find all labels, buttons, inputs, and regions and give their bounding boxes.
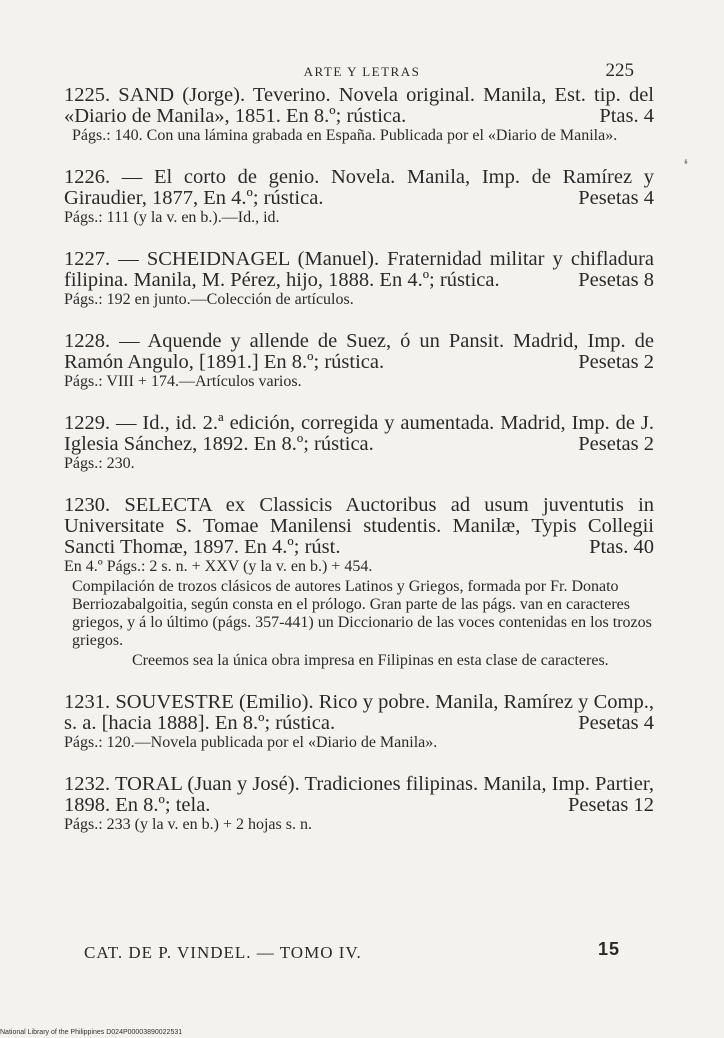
entry-number: 1230. <box>64 494 111 516</box>
entry-note: Págs.: 140. Con una lámina grabada en España. Publicada por el «Diario de Manila». <box>72 127 618 144</box>
signature-mark: 15 <box>597 939 620 959</box>
entry-text: — El corto de genio. Novela. Manila, Imp. de Ramírez y Giraudier, 1877, En 4.º; rústica. <box>64 166 654 209</box>
entry-number: 1228. <box>64 330 111 352</box>
catalog-entry <box>64 413 654 473</box>
running-head <box>60 60 664 84</box>
catalog-entry <box>64 331 654 391</box>
entry-number: 1229. <box>64 412 111 434</box>
catalog-entry <box>64 774 654 834</box>
entry-note: Págs.: 111 (y la v. en b.).—Id., id. <box>64 209 280 226</box>
entry-text: — Aquende y allende de Suez, ó un Pansit. Madrid, Imp. de Ramón Angulo, [1891.] En 8.º; rústica. <box>64 330 654 373</box>
entry-number: 1232. <box>64 773 111 795</box>
entry-note-description: Compilación de trozos clásicos de autores Latinos y Griegos, formada por Fr. Donato Berriozabalgoitia, según consta en el prólogo. Gran parte de las págs. van en caracteres griegos, y á lo último (págs. 357-441) un Diccionario de las voces contenidas en los trozos griegos. <box>72 578 652 649</box>
entry-number: 1225. <box>64 84 111 106</box>
entry-price: Pesetas 12 <box>568 794 654 816</box>
entry-note-remark: Creemos sea la única obra impresa en Filipinas en esta clase de caracteres. <box>132 652 609 669</box>
entry-text: SAND (Jorge). Teverino. Novela original. Manila, Est. tip. del «Diario de Manila», 1851. En 8.º; rústica. <box>64 84 654 127</box>
entry-text: — Id., id. 2.ª edición, corregida y aumentada. Madrid, Imp. de J. Iglesia Sánchez, 1892. En 8.º; rústica. <box>64 412 654 455</box>
entry-price: Pesetas 4 <box>578 187 654 209</box>
catalog-entry <box>64 85 654 145</box>
entry-note: En 4.º Págs.: 2 s. n. + XXV (y la v. en b.) + 454. <box>64 558 373 575</box>
footer-catalog-line: CAT. DE P. VINDEL. — TOMO IV. <box>84 943 362 962</box>
catalog-entry <box>64 167 654 227</box>
running-head-title: ARTE Y LETRAS <box>303 64 421 79</box>
catalog-entry <box>64 495 654 670</box>
entry-price: Ptas. 40 <box>589 536 654 558</box>
entry-note: Págs.: 120.—Novela publicada por el «Diario de Manila». <box>64 734 438 751</box>
entry-price: Pesetas 2 <box>578 433 654 455</box>
entry-note: Págs.: 192 en junto.—Colección de artículos. <box>64 291 354 308</box>
library-credit: National Library of the Philippines D024P00003890022531 <box>0 1029 183 1036</box>
entry-number: 1226. <box>64 166 111 188</box>
catalog-entry <box>64 249 654 309</box>
page-number: 225 <box>605 60 634 81</box>
entry-number: 1227. <box>64 248 111 270</box>
entry-number: 1231. <box>64 691 111 713</box>
entry-text: TORAL (Juan y José). Tradiciones filipinas. Manila, Imp. Partier, 1898. En 8.º; tela. <box>64 773 654 816</box>
entry-text: — SCHEIDNAGEL (Manuel). Fraternidad militar y chifladura filipina. Manila, M. Pérez, hijo, 1888. En 4.º; rústica. <box>64 248 654 291</box>
catalog-entries <box>64 85 654 856</box>
margin-mark-icon: ❛ <box>683 158 688 173</box>
entry-text: SELECTA ex Classicis Auctoribus ad usum juventutis in Universitate S. Tomae Manilensi studentis. Manilæ, Typis Collegii Sancti Thomæ, 1897. En 4.º; rúst. <box>64 494 655 558</box>
entry-note: Págs.: VIII + 174.—Artículos varios. <box>64 373 302 390</box>
entry-price: Pesetas 8 <box>578 269 654 291</box>
entry-note: Págs.: 230. <box>64 455 135 472</box>
entry-price: Ptas. 4 <box>599 105 654 127</box>
page-footer <box>84 939 620 965</box>
entry-text: SOUVESTRE (Emilio). Rico y pobre. Manila, Ramírez y Comp., s. a. [hacia 1888]. En 8.º; rústica. <box>64 691 654 734</box>
catalog-entry <box>64 692 654 752</box>
entry-price: Pesetas 4 <box>578 712 654 734</box>
entry-note: Págs.: 233 (y la v. en b.) + 2 hojas s. n. <box>64 816 312 833</box>
entry-price: Pesetas 2 <box>578 351 654 373</box>
